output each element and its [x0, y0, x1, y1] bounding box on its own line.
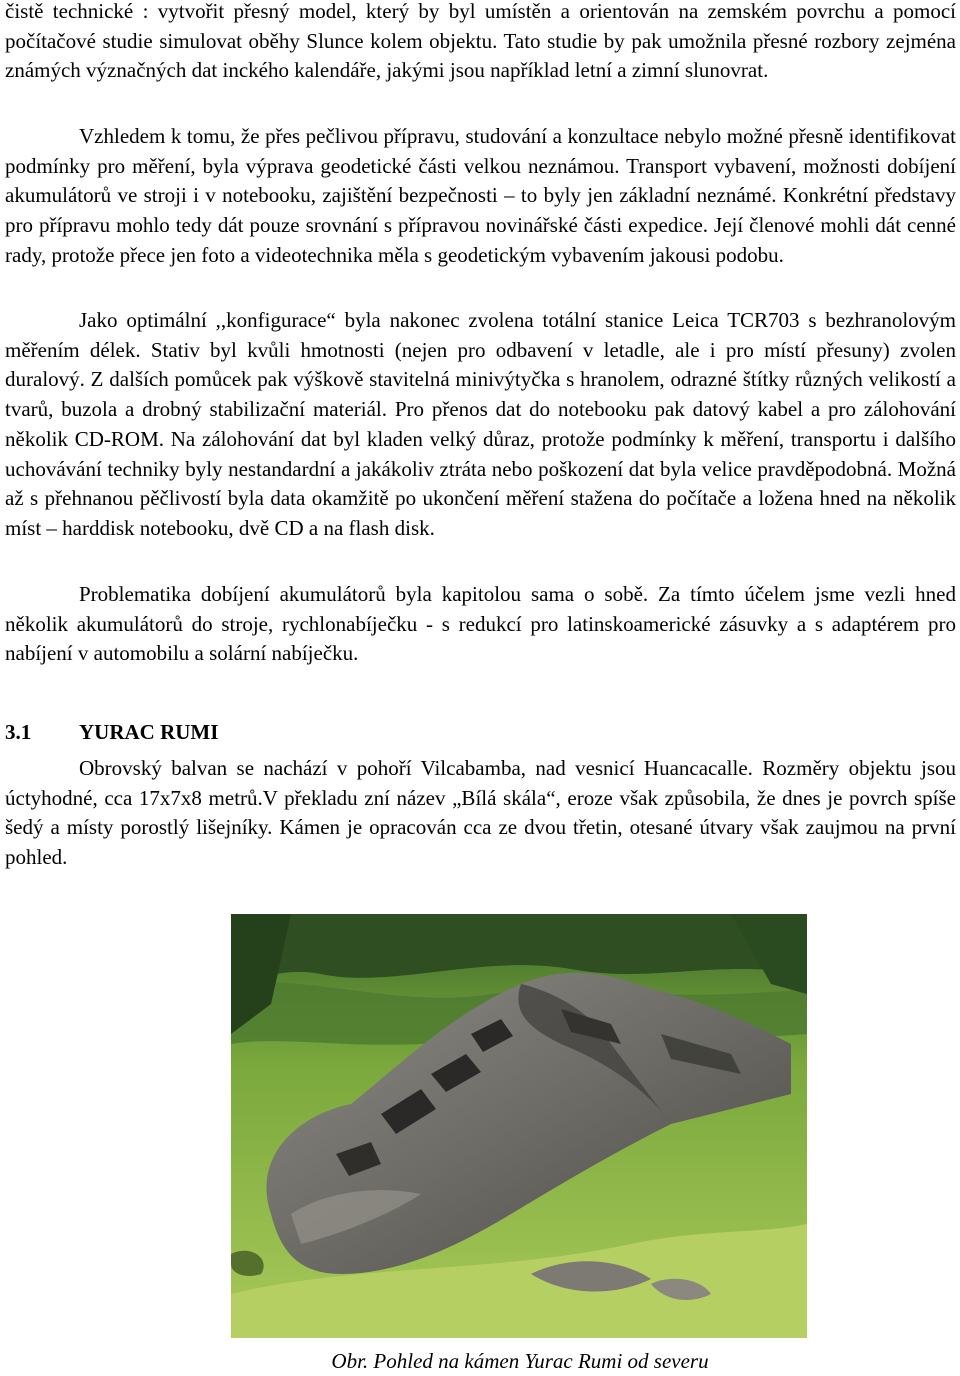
section-title: YURAC RUMI [79, 720, 219, 744]
paragraph-preparation: Vzhledem k tomu, že přes pečlivou přípravu, studování a konzultace nebylo možné přesně identifikovat podmínky pro měření, byla výprava geodetické části velkou neznámou. Transport vybavení, možnosti dobíjení akumulátorů ve stroji i v notebooku, zajištění bezpečnosti – to byly jen základní neznámé. Konkrétní představy pro přípravu mohlo tedy dát pouze srovnání s přípravou novinářské části expedice. Její členové mohli dát cenné rady, protože přece jen foto a videotechnika měla s geodetickým vybavením jakousi podobu. [5, 124, 956, 267]
section-number: 3.1 [5, 720, 32, 744]
paragraph-yurac-rumi: Obrovský balvan se nachází v pohoří Vilcabamba, nad vesnicí Huancacalle. Rozměry objektu jsou úctyhodné, cca 17x7x8 metrů.V překladu zní název „Bílá skála“, eroze však způsobila, že dnes je povrch spíše šedý a místy porostlý lišejníky. Kámen je opracován cca ze dvou třetin, otesané útvary však zaujmou na první pohled. [5, 756, 956, 870]
paragraph-intro: čistě technické : vytvořit přesný model, který by byl umístěn a orientován na zemském povrchu a pomocí počítačové studie simulovat oběhy Slunce kolem objektu. Tato studie by pak umožnila přesné rozbory zejména známých význačných dat inckého kalendáře, jakými jsou například letní a zimní slunovrat. [5, 0, 956, 83]
yurac-rumi-photo [231, 914, 807, 1338]
photo-illustration [231, 914, 807, 1338]
figure-caption: Obr. Pohled na kámen Yurac Rumi od severu [331, 1349, 709, 1373]
section-heading [5, 717, 218, 747]
paragraph-equipment: Jako optimální ,,konfigurace“ byla nakonec zvolena totální stanice Leica TCR703 s bezhranolovým měřením délek. Stativ byl kvůli hmotnosti (nejen pro odbavení v letadle, ale i pro místí přesuny) zvolen duralový. Z dalších pomůcek pak výškově stavitelná minivýtyčka s hranolem, odrazné štítky různých velikostí a tvarů, buzola a drobný stabilizační materiál. Pro přenos dat do notebooku pak datový kabel a pro zálohování několik CD-ROM. Na zálohování dat byl kladen velký důraz, protože podmínky k měření, transportu i dalšího uchovávání techniky byly nestandardní a jakákoliv ztráta nebo poškození dat byla velice pravděpodobná. Možná až s přehnanou pěčlivostí byla data okamžitě po ukončení měření stažena do počítače a ložena hned na několik míst – harddisk notebooku, dvě CD a na flash disk. [5, 308, 956, 540]
paragraph-batteries: Problematika dobíjení akumulátorů byla kapitolou sama o sobě. Za tímto účelem jsme vezli hned několik akumulátorů do stroje, rychlonabíječku - s redukcí pro latinskoamerické zásuvky a s adaptérem pro nabíjení v automobilu a solární nabíječku. [5, 582, 956, 666]
